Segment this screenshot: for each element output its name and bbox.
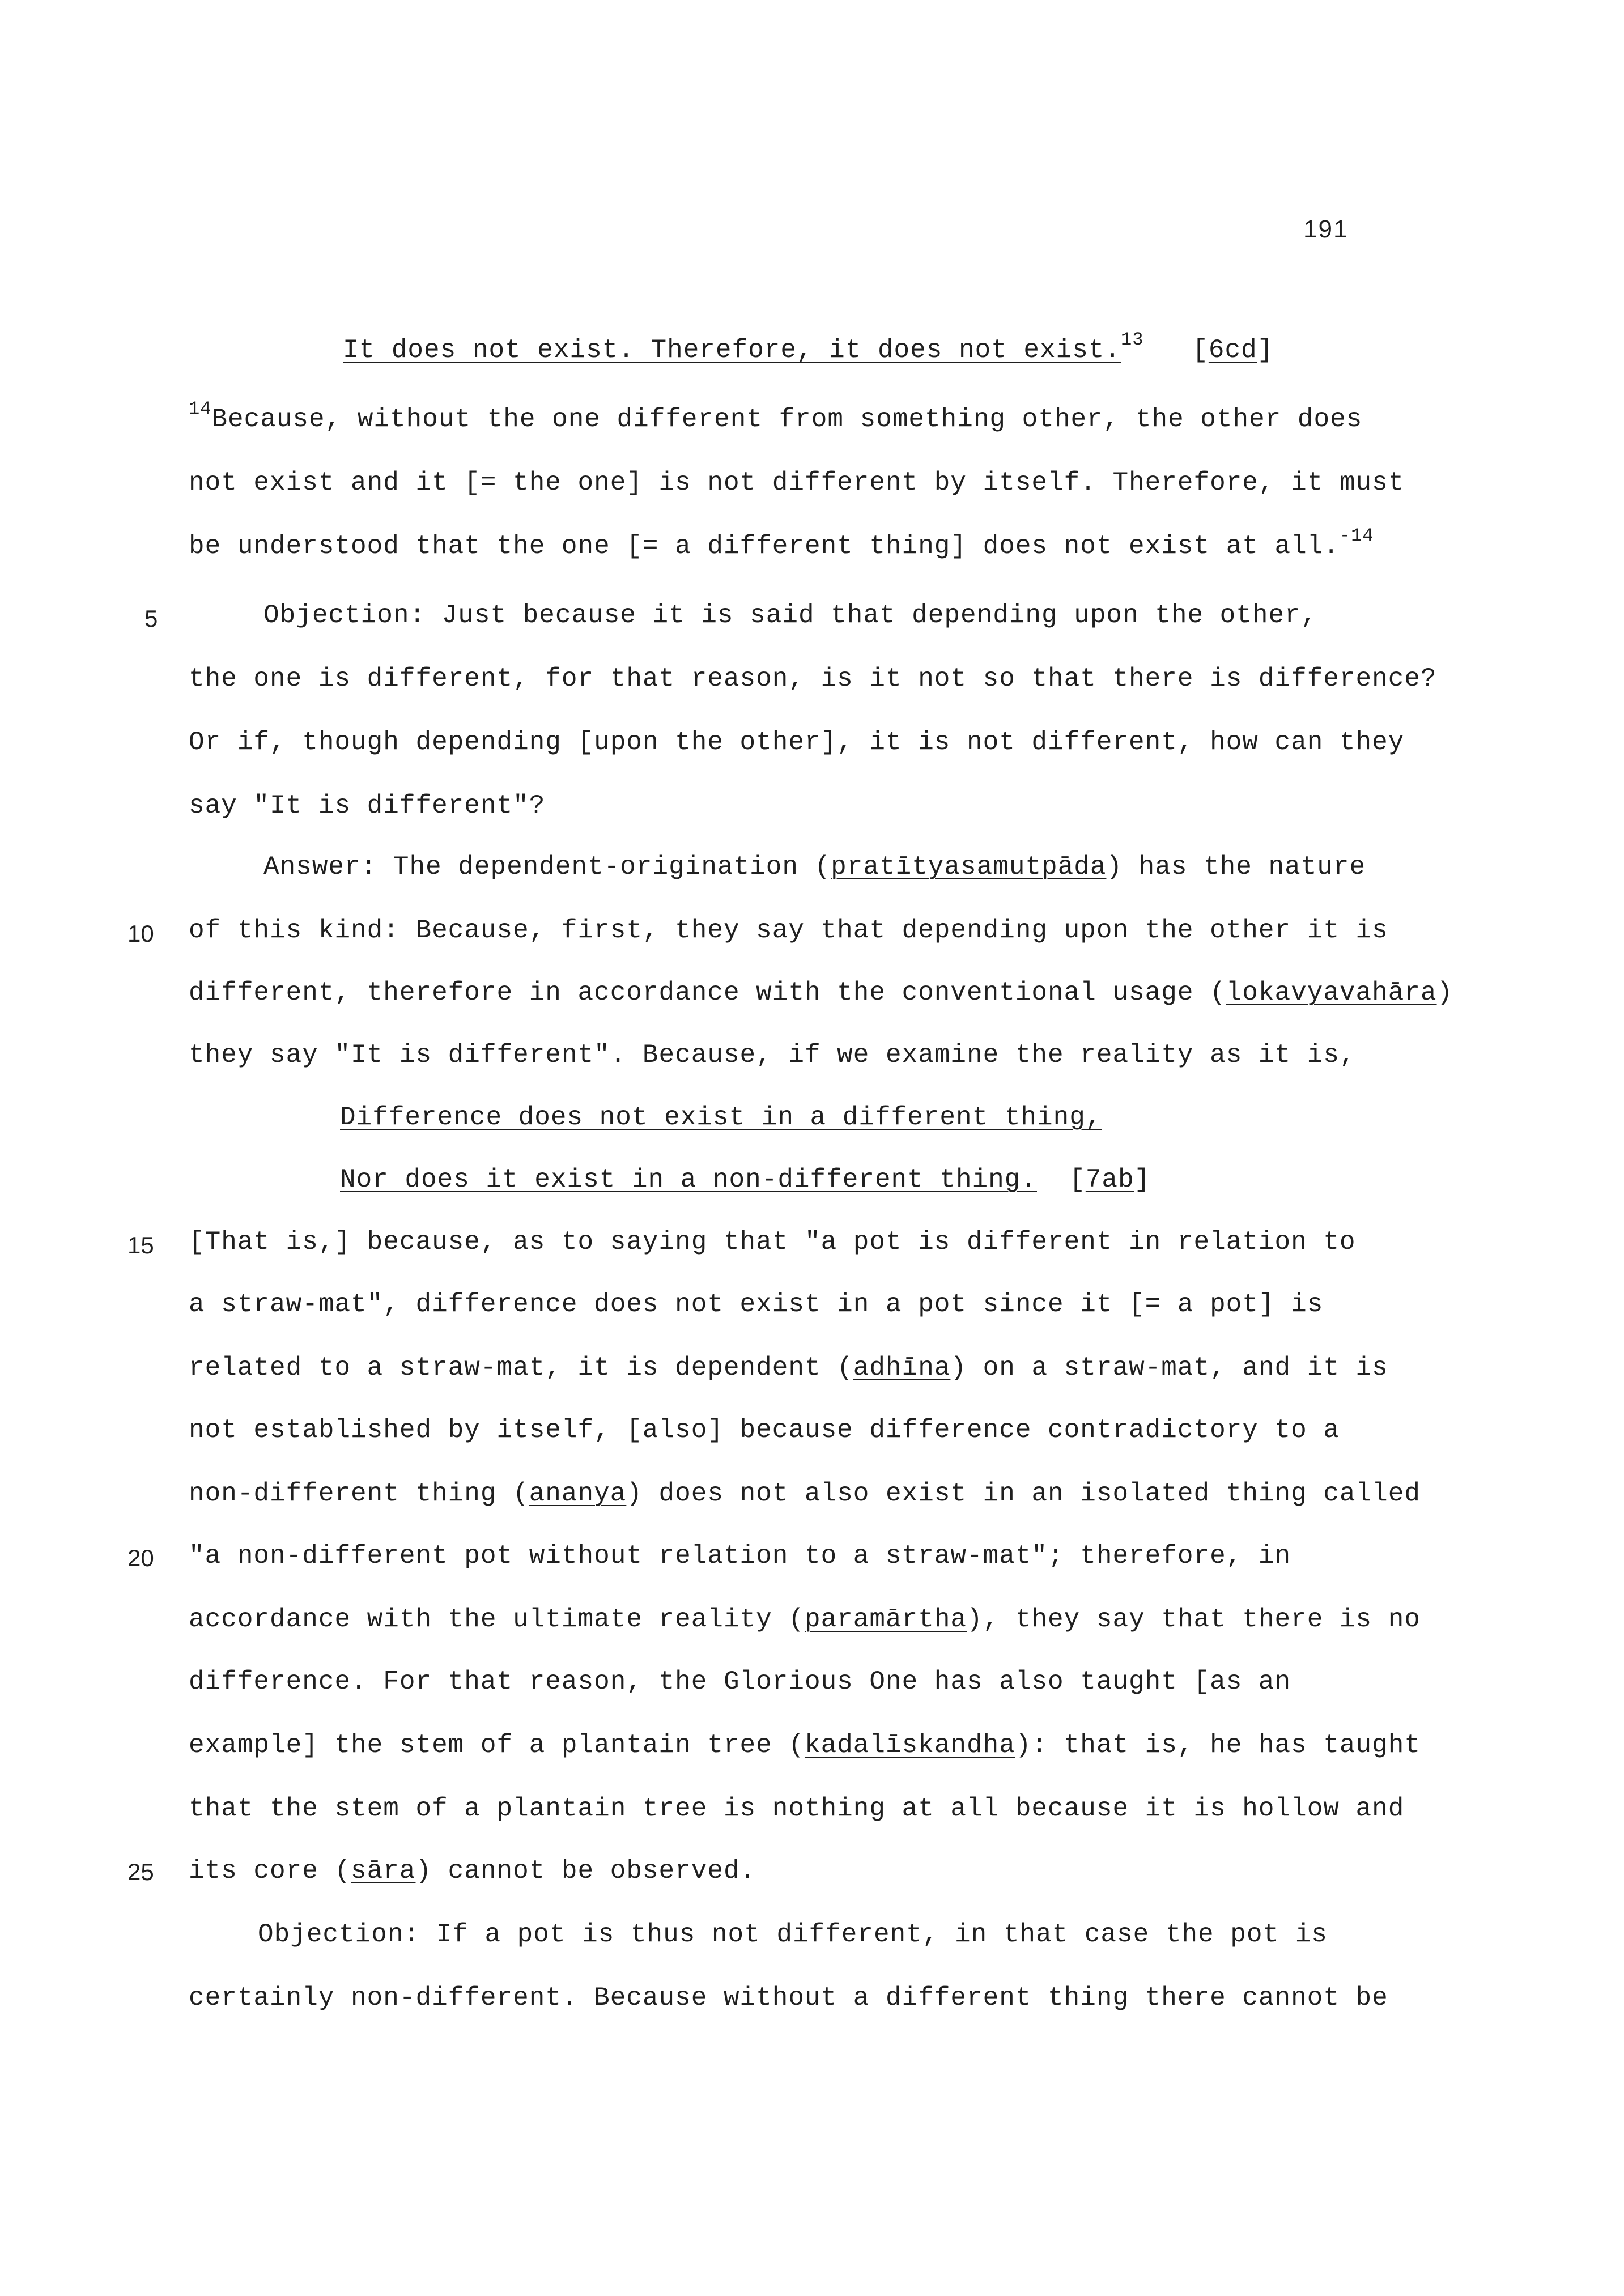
verse-ref-bracket: ] — [1257, 335, 1274, 365]
answer1-line4: they say "It is different". Because, if we examine the reality as it is, — [189, 1040, 1356, 1070]
pot-line1: [That is,] because, as to saying that "a pot is different in relation to — [189, 1227, 1356, 1257]
verse-ref-bracket: ] — [1134, 1165, 1151, 1194]
answer1-text: Answer: The dependent-origination ( — [263, 852, 831, 882]
pot-line8: difference. For that reason, the Glorious One has also taught [as an — [189, 1667, 1291, 1697]
para14-line3 — [189, 525, 1374, 562]
pot-text: related to a straw-mat, it is dependent ( — [189, 1353, 853, 1383]
answer1-text: ) has the nature — [1106, 852, 1366, 882]
term-adhina: adhīna — [853, 1353, 951, 1383]
footnote-14-close: -14 — [1339, 525, 1374, 546]
para14-line1 — [189, 398, 1363, 435]
verse-ref-6cd: 6cd — [1208, 335, 1257, 365]
answer1-line2: of this kind: Because, first, they say that depending upon the other it is — [189, 916, 1388, 945]
answer1-text: different, therefore in accordance with the conventional usage ( — [189, 978, 1226, 1007]
verse-7ab-text: Nor does it exist in a non-different thing. — [340, 1165, 1037, 1194]
line-number: 20 — [127, 1545, 154, 1571]
pot-text: example] the stem of a plantain tree ( — [189, 1730, 805, 1760]
pot-text: ) cannot be observed. — [415, 1856, 756, 1886]
pot-line2: a straw-mat", difference does not exist in a pot since it [= a pot] is — [189, 1290, 1324, 1319]
answer1-line1 — [263, 851, 1366, 883]
objection2-line2: certainly non-different. Because without a different thing there cannot be — [189, 1983, 1388, 2013]
pot-text: accordance with the ultimate reality ( — [189, 1605, 805, 1634]
verse-ref-bracket: [ — [1069, 1165, 1086, 1194]
objection1-line3: Or if, though depending [upon the other], it is not different, how can they — [189, 728, 1405, 757]
term-lokavyavahara: lokavyavahāra — [1226, 978, 1437, 1007]
pot-line10: that the stem of a plantain tree is nothing at all because it is hollow and — [189, 1794, 1405, 1823]
term-ananya: ananya — [529, 1479, 627, 1508]
answer1-text: ) — [1436, 978, 1453, 1007]
pot-line7 — [189, 1604, 1421, 1635]
footnote-13: 13 — [1121, 329, 1144, 350]
objection1-line2: the one is different, for that reason, is it not so that there is difference? — [189, 664, 1437, 694]
verse-7ab-line2 — [340, 1164, 1150, 1196]
answer1-line3 — [189, 977, 1453, 1009]
pot-text: non-different thing ( — [189, 1479, 529, 1508]
verse-ref-7ab: 7ab — [1085, 1165, 1134, 1194]
objection1-line4: say "It is different"? — [189, 791, 546, 820]
verse-ref-bracket: [ — [1192, 335, 1209, 365]
term-kadaliskandha: kadalīskandha — [804, 1730, 1015, 1760]
pot-text: its core ( — [189, 1856, 351, 1886]
term-sara: sāra — [351, 1856, 416, 1886]
pot-text: ) on a straw-mat, and it is — [950, 1353, 1388, 1383]
pot-text: ), they say that there is no — [967, 1605, 1421, 1634]
line-number: 25 — [127, 1859, 154, 1885]
objection2-line1: Objection: If a pot is thus not different, in that case the pot is — [258, 1920, 1328, 1949]
para14-line2: not exist and it [= the one] is not different by itself. Therefore, it must — [189, 468, 1405, 498]
pot-text: ): that is, he has taught — [1015, 1730, 1421, 1760]
verse-6cd — [343, 329, 1274, 366]
pot-line4: not established by itself, [also] because difference contradictory to a — [189, 1415, 1340, 1445]
pot-line9 — [189, 1729, 1421, 1761]
term-paramartha: paramārtha — [804, 1605, 967, 1634]
verse-7ab-line1: Difference does not exist in a different thing, — [340, 1103, 1102, 1132]
pot-text: ) does not also exist in an isolated thing called — [626, 1479, 1421, 1508]
objection1-line1: Objection: Just because it is said that depending upon the other, — [263, 601, 1317, 630]
para14-text: Because, without the one different from something other, the other does — [211, 405, 1363, 434]
pot-line3 — [189, 1352, 1388, 1384]
footnote-14-open: 14 — [189, 398, 212, 419]
pot-line11 — [189, 1855, 756, 1887]
pot-line6: "a non-different pot without relation to a straw-mat"; therefore, in — [189, 1541, 1291, 1571]
verse-6cd-text: It does not exist. Therefore, it does not exist. — [343, 335, 1121, 365]
line-number: 5 — [144, 605, 158, 632]
para14-text: be understood that the one [= a different thing] does not exist at all. — [189, 532, 1340, 561]
page-number: 191 — [1303, 215, 1349, 243]
term-pratityasamutpada: pratītyasamutpāda — [831, 852, 1107, 882]
line-number: 10 — [127, 920, 154, 947]
pot-line5 — [189, 1478, 1421, 1510]
line-number: 15 — [127, 1232, 154, 1258]
